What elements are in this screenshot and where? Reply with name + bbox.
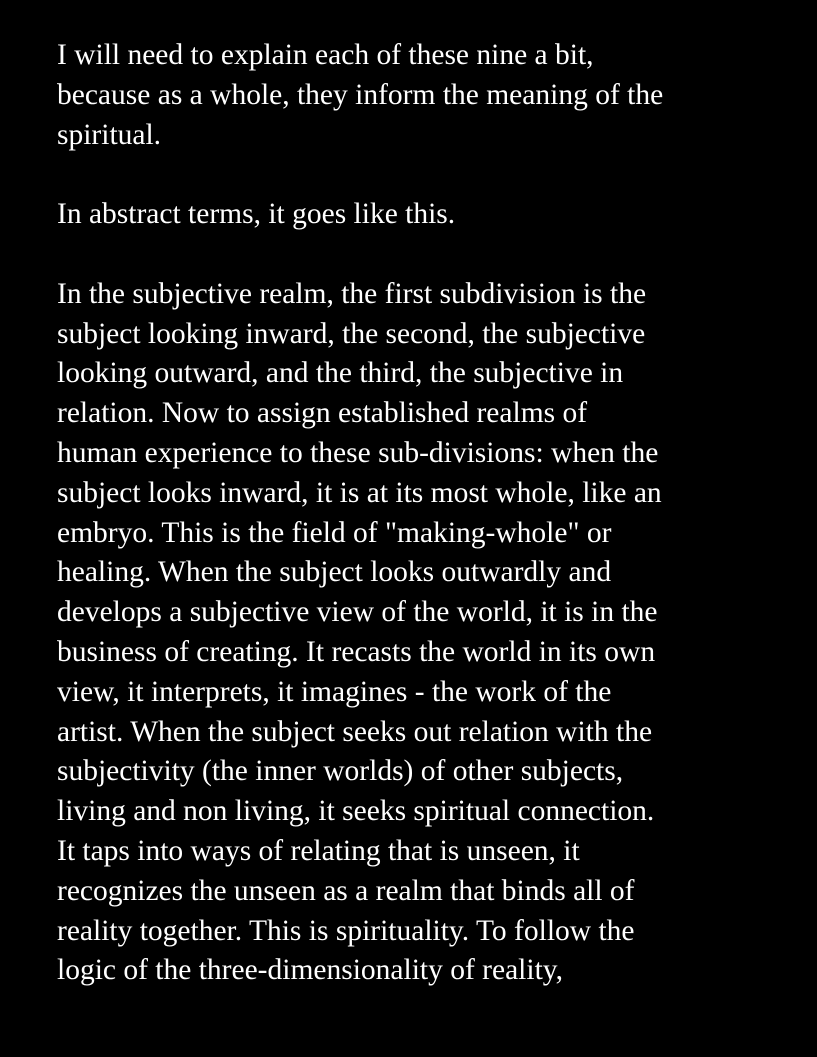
- text-line: artist. When the subject seeks out relation with the: [57, 715, 653, 748]
- text-line: human experience to these sub-divisions: when the: [57, 436, 659, 469]
- text-line: subject looking inward, the second, the subjective: [57, 317, 646, 350]
- text-line: I will need to explain each of these nine a bit,: [57, 39, 594, 71]
- paragraph-gap: [57, 155, 797, 195]
- text-line: recognizes the unseen as a realm that binds all of: [57, 874, 635, 907]
- text-line: subjectivity (the inner worlds) of other subjects,: [57, 755, 624, 788]
- text-line: subject looks inward, it is at its most whole, like an: [57, 476, 662, 509]
- text-line: develops a subjective view of the world, it is in the: [57, 596, 658, 629]
- text-line: business of creating. It recasts the world in its own: [57, 635, 656, 668]
- text-line: reality together. This is spirituality. To follow the: [57, 914, 635, 947]
- paragraph-3: [57, 275, 797, 991]
- text-line: In the subjective realm, the first subdivision is the: [57, 277, 647, 310]
- text-line: In abstract terms, it goes like this.: [57, 198, 456, 231]
- text-line: logic of the three-dimensionality of reality,: [57, 954, 563, 987]
- text-line: relation. Now to assign established realms of: [57, 397, 588, 430]
- paragraph-1: [57, 36, 797, 155]
- document-body-text: [57, 36, 797, 991]
- text-line: view, it interprets, it imagines - the work of the: [57, 675, 612, 708]
- text-line: healing. When the subject looks outwardly and: [57, 556, 612, 589]
- paragraph-2: [57, 195, 797, 235]
- text-line: spiritual.: [57, 118, 162, 151]
- text-line: looking outward, and the third, the subjective in: [57, 357, 624, 390]
- text-line: embryo. This is the field of "making-whole" or: [57, 516, 612, 549]
- text-line: It taps into ways of relating that is unseen, it: [57, 834, 580, 867]
- text-line: living and non living, it seeks spiritual connection.: [57, 795, 655, 828]
- paragraph-gap: [57, 235, 797, 275]
- text-line: because as a whole, they inform the meaning of the: [57, 78, 664, 111]
